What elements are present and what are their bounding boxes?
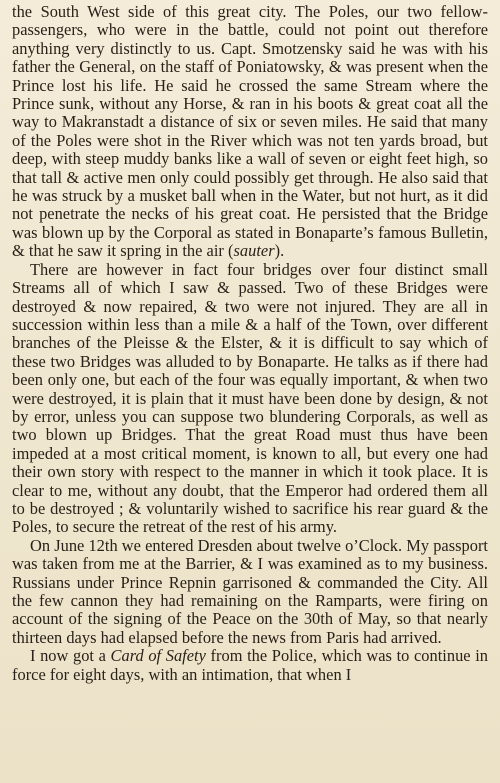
text-run: On June 12th we entered Dresden about twelve o’Clock. My passport was taken from me at the Barrier, & I was examined as to my business. Russians under Prince Repnin garrisoned & commanded the City. All the few cannon they had remaining on the Ramparts, were firing on account of the signing of the Peace on the 30th of May, so that nearly thirteen days had elapsed before the news from Paris had arrived. [12, 535, 488, 647]
paragraph [12, 3, 488, 261]
paragraph [12, 261, 488, 537]
text-run: I now got a [30, 646, 111, 666]
text-run: from the Police, which was to continue in force for eight days, with an intimation, that when I [12, 646, 488, 684]
italic-text: sauter [233, 241, 275, 261]
text-run: ). [274, 241, 285, 261]
paragraph [12, 537, 488, 647]
text-run: There are however in fact four bridges over four distinct small Streams all of which I saw & passed. Two of these Bridges were destroyed & now repaired, & two were not injured. They are all in succession within less than a mile & a half of the Town, over different branches of the Pleisse & the Elster, & it is difficult to say which of these two Bridges was alluded to by Bonaparte. He talks as if there had been only one, but each of the four was equally important, & when two were destroyed, it is plain that it must have been done by design, & not by error, unless you can suppose two blundering Corporals, as well as two blown up Bridges. That the great Road must thus have been impeded at a most critical moment, is known to all, but every one had their own story with respect to the manner in which it took place. It is clear to me, without any doubt, that the Emperor had ordered them all to be destroyed ; & voluntarily wished to sacrifice his rear guard & the Poles, to secure the retreat of the rest of his army. [12, 259, 488, 537]
paragraph [12, 647, 488, 684]
italic-text: Card of Safety [110, 646, 206, 666]
text-run: the South West side of this great city. The Poles, our two fellow-passengers, who were in the battle, could not point out therefore anything very distinctly to us. Capt. Smotzensky said he was with his father the General, on the staff of Poniatowsky, & was present when the Prince lost his life. He said he crossed the same Stream where the Prince sunk, without any Horse, & ran in his boots & great coat all the way to Makranstadt a distance of six or seven miles. He said that many of the Poles were shot in the River which was not ten yards broad, but deep, with steep muddy banks like a wall of seven or eight feet high, so that tall & active men only could possibly get through. He also said that he was struck by a musket ball when in the Water, but not hurt, as it did not penetrate the necks of his great coat. He persisted that the Bridge was blown up by the Corporal as stated in Bonaparte’s famous Bulletin, & that he saw it spring in the air ( [12, 2, 488, 261]
